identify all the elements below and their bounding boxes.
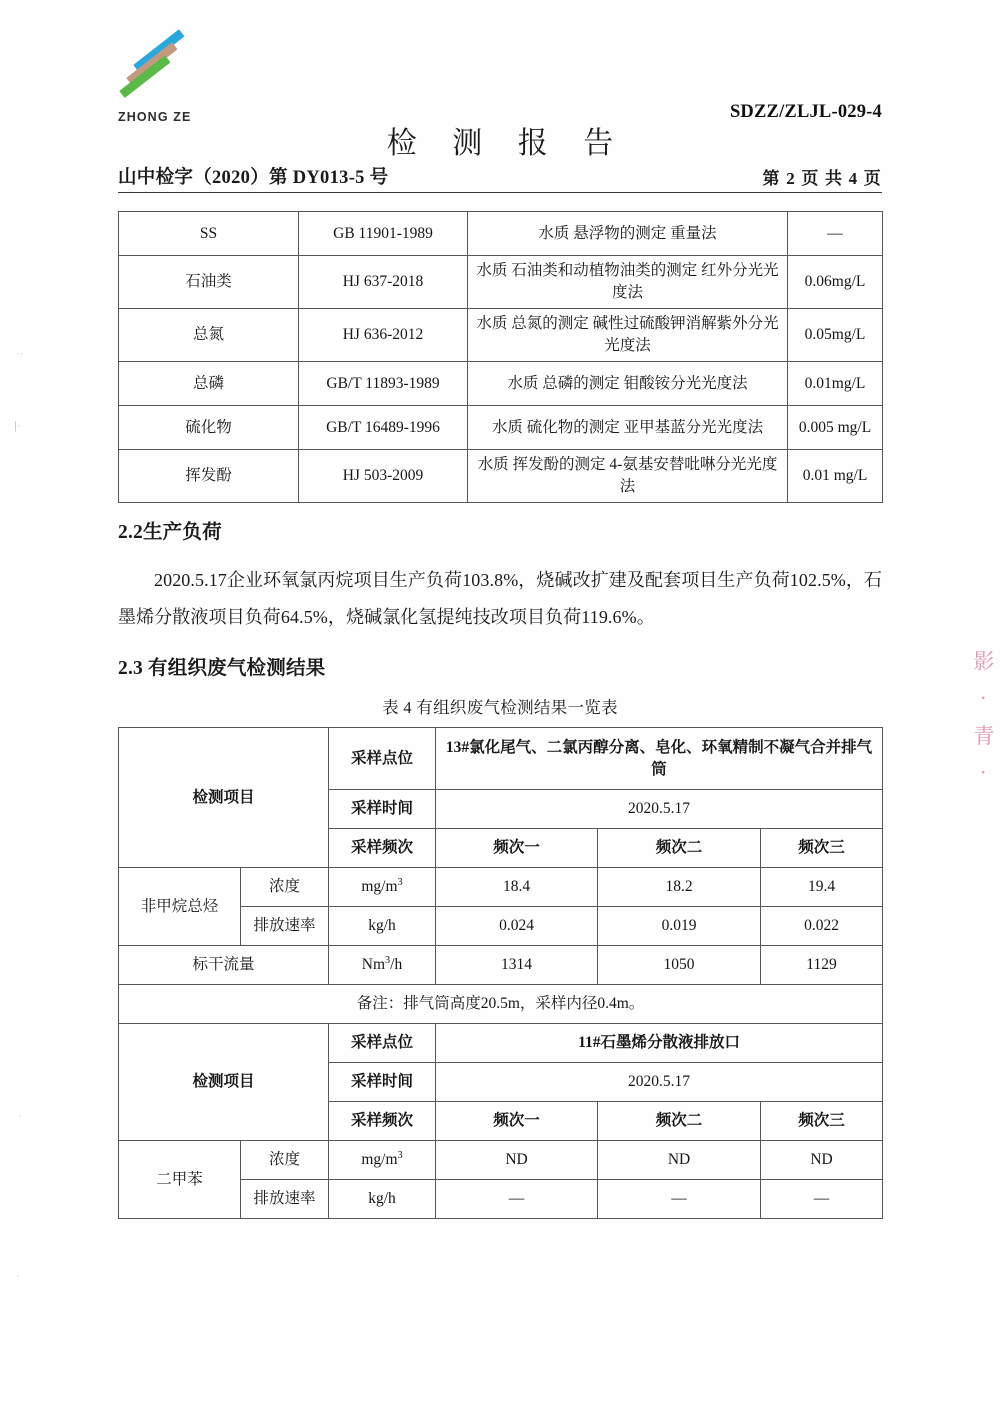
- page-title: 检 测 报 告: [386, 127, 628, 160]
- cell-method: 水质 硫化物的测定 亚甲基蓝分光光度法: [468, 406, 788, 450]
- cell-sample-time-value-b1: 2020.5.17: [436, 790, 883, 829]
- cell-limit: 0.05mg/L: [788, 309, 883, 362]
- cell-item: 硫化物: [119, 406, 299, 450]
- cell-unit-kgh-b1: kg/h: [329, 907, 436, 946]
- table-row: [119, 212, 883, 256]
- cell-freq1-header: 频次一: [436, 829, 598, 868]
- cell-method: 水质 挥发酚的测定 4-氨基安替吡啉分光光度法: [468, 450, 788, 503]
- cell-item: 总磷: [119, 362, 299, 406]
- page-header: [118, 50, 882, 160]
- cell-standard: GB/T 11893-1989: [299, 362, 468, 406]
- report-number: 山中检字（2020）第 DY013-5 号: [118, 168, 389, 188]
- cell-standard: GB 11901-1989: [299, 212, 468, 256]
- table-row: [119, 406, 883, 450]
- table-row: [119, 985, 883, 1024]
- cell-std-dry-flow-label: 标干流量: [119, 946, 329, 985]
- document-code: SDZZ/ZLJL-029-4: [729, 102, 882, 122]
- cell-item: 总氮: [119, 309, 299, 362]
- cell-unit-mgm3-b1: [329, 868, 436, 907]
- cell-method: 水质 总磷的测定 钼酸铵分光光度法: [468, 362, 788, 406]
- cell-item: 石油类: [119, 256, 299, 309]
- cell-sample-point-label: 采样点位: [329, 728, 436, 790]
- table-row: [119, 868, 883, 907]
- table-row: [119, 256, 883, 309]
- table-row: [119, 362, 883, 406]
- cell-limit: 0.01 mg/L: [788, 450, 883, 503]
- cell-freq2-header-2: 频次二: [598, 1102, 761, 1141]
- methods-table: [118, 211, 883, 503]
- cell-rate-b1-f2: 0.019: [598, 907, 761, 946]
- cell-test-item-label-2: 检测项目: [119, 1024, 329, 1141]
- cell-conc-b2-f1: ND: [436, 1141, 598, 1180]
- cell-conc-b1-f1: 18.4: [436, 868, 598, 907]
- cell-standard: HJ 503-2009: [299, 450, 468, 503]
- table-row: [119, 309, 883, 362]
- cell-limit: —: [788, 212, 883, 256]
- cell-method: 水质 石油类和动植物油类的测定 红外分光光度法: [468, 256, 788, 309]
- table-row: [119, 1024, 883, 1063]
- cell-emission-rate-label-2: 排放速率: [241, 1180, 329, 1219]
- scan-edge-mark: ·: [16, 1270, 20, 1282]
- cell-concentration-label-2: 浓度: [241, 1141, 329, 1180]
- scan-edge-mark: ··: [16, 348, 24, 360]
- cell-item: 挥发酚: [119, 450, 299, 503]
- cell-unit-nm3h-b1: [329, 946, 436, 985]
- cell-flow-b1-f3: 1129: [761, 946, 883, 985]
- cell-standard: GB/T 16489-1996: [299, 406, 468, 450]
- table-row: [119, 450, 883, 503]
- exhaust-gas-table-container: [118, 727, 883, 1219]
- cell-rate-b2-f2: —: [598, 1180, 761, 1219]
- cell-flow-b1-f1: 1314: [436, 946, 598, 985]
- cell-flow-b1-f2: 1050: [598, 946, 761, 985]
- cell-test-item-label: 检测项目: [119, 728, 329, 868]
- cell-emission-rate-label: 排放速率: [241, 907, 329, 946]
- unit-superscript: 3: [397, 876, 403, 888]
- table-row: [119, 946, 883, 985]
- methods-table-container: [118, 211, 883, 503]
- cell-method: 水质 总氮的测定 碱性过硫酸钾消解紫外分光光度法: [468, 309, 788, 362]
- cell-sample-point-label-2: 采样点位: [329, 1024, 436, 1063]
- cell-unit-kgh-b2: kg/h: [329, 1180, 436, 1219]
- cell-standard: HJ 637-2018: [299, 256, 468, 309]
- logo-text: ZHONG ZE: [118, 110, 192, 124]
- unit-text: Nm: [361, 956, 386, 973]
- section-body-22: 2020.5.17企业环氧氯丙烷项目生产负荷103.8%，烧碱改扩建及配套项目生产负荷102.5%，石墨烯分散液项目负荷64.5%，烧碱氯化氢提纯技改项目负荷119.6%。: [118, 570, 883, 627]
- table-row: [119, 728, 883, 790]
- cell-standard: HJ 636-2012: [299, 309, 468, 362]
- cell-freq1-header-2: 频次一: [436, 1102, 598, 1141]
- cell-sample-point-value-b1: 13#氯化尾气、二氯丙醇分离、皂化、环氧精制不凝气合并排气筒: [436, 728, 883, 790]
- unit-superscript: 3: [385, 954, 391, 966]
- logo-stripes-icon: [122, 55, 204, 107]
- cell-method: 水质 悬浮物的测定 重量法: [468, 212, 788, 256]
- report-number-row: [118, 163, 882, 189]
- cell-limit: 0.01mg/L: [788, 362, 883, 406]
- unit-text: mg/m: [361, 878, 398, 895]
- header-divider: [118, 192, 882, 193]
- cell-conc-b2-f3: ND: [761, 1141, 883, 1180]
- section-heading-23: 2.3 有组织废气检测结果: [118, 658, 326, 679]
- cell-pollutant-b2: 二甲苯: [119, 1141, 241, 1219]
- cell-rate-b2-f1: —: [436, 1180, 598, 1219]
- scan-edge-mark: |·: [14, 420, 21, 432]
- cell-concentration-label: 浓度: [241, 868, 329, 907]
- cell-rate-b1-f1: 0.024: [436, 907, 598, 946]
- page-indicator: 第 2 页 共 4 页: [762, 169, 882, 188]
- stamp-imprint: 影 · 青 ·: [971, 650, 995, 785]
- cell-item: SS: [119, 212, 299, 256]
- cell-sample-freq-label-2: 采样频次: [329, 1102, 436, 1141]
- cell-limit: 0.06mg/L: [788, 256, 883, 309]
- cell-sample-time-label: 采样时间: [329, 790, 436, 829]
- unit-superscript: 3: [397, 1149, 403, 1161]
- cell-freq2-header: 频次二: [598, 829, 761, 868]
- cell-freq3-header: 频次三: [761, 829, 883, 868]
- table-row: [119, 1141, 883, 1180]
- cell-remark-b1: 备注：排气筒高度20.5m，采样内径0.4m。: [119, 985, 883, 1024]
- exhaust-gas-table: [118, 727, 883, 1219]
- cell-limit: 0.005 mg/L: [788, 406, 883, 450]
- unit-text: mg/m: [361, 1151, 398, 1168]
- cell-unit-mgm3-b2: [329, 1141, 436, 1180]
- cell-sample-time-label-2: 采样时间: [329, 1063, 436, 1102]
- scan-edge-mark: ·: [18, 1110, 22, 1122]
- cell-sample-point-value-b2: 11#石墨烯分散液排放口: [436, 1024, 883, 1063]
- cell-conc-b1-f3: 19.4: [761, 868, 883, 907]
- cell-conc-b1-f2: 18.2: [598, 868, 761, 907]
- cell-rate-b1-f3: 0.022: [761, 907, 883, 946]
- cell-sample-time-value-b2: 2020.5.17: [436, 1063, 883, 1102]
- cell-sample-freq-label: 采样频次: [329, 829, 436, 868]
- table4-caption: 表 4 有组织废气检测结果一览表: [382, 698, 618, 717]
- cell-freq3-header-2: 频次三: [761, 1102, 883, 1141]
- cell-conc-b2-f2: ND: [598, 1141, 761, 1180]
- cell-pollutant-b1: 非甲烷总烃: [119, 868, 241, 946]
- unit-text-suffix: /h: [390, 956, 403, 973]
- section-heading-22: 2.2生产负荷: [118, 522, 222, 543]
- cell-rate-b2-f3: —: [761, 1180, 883, 1219]
